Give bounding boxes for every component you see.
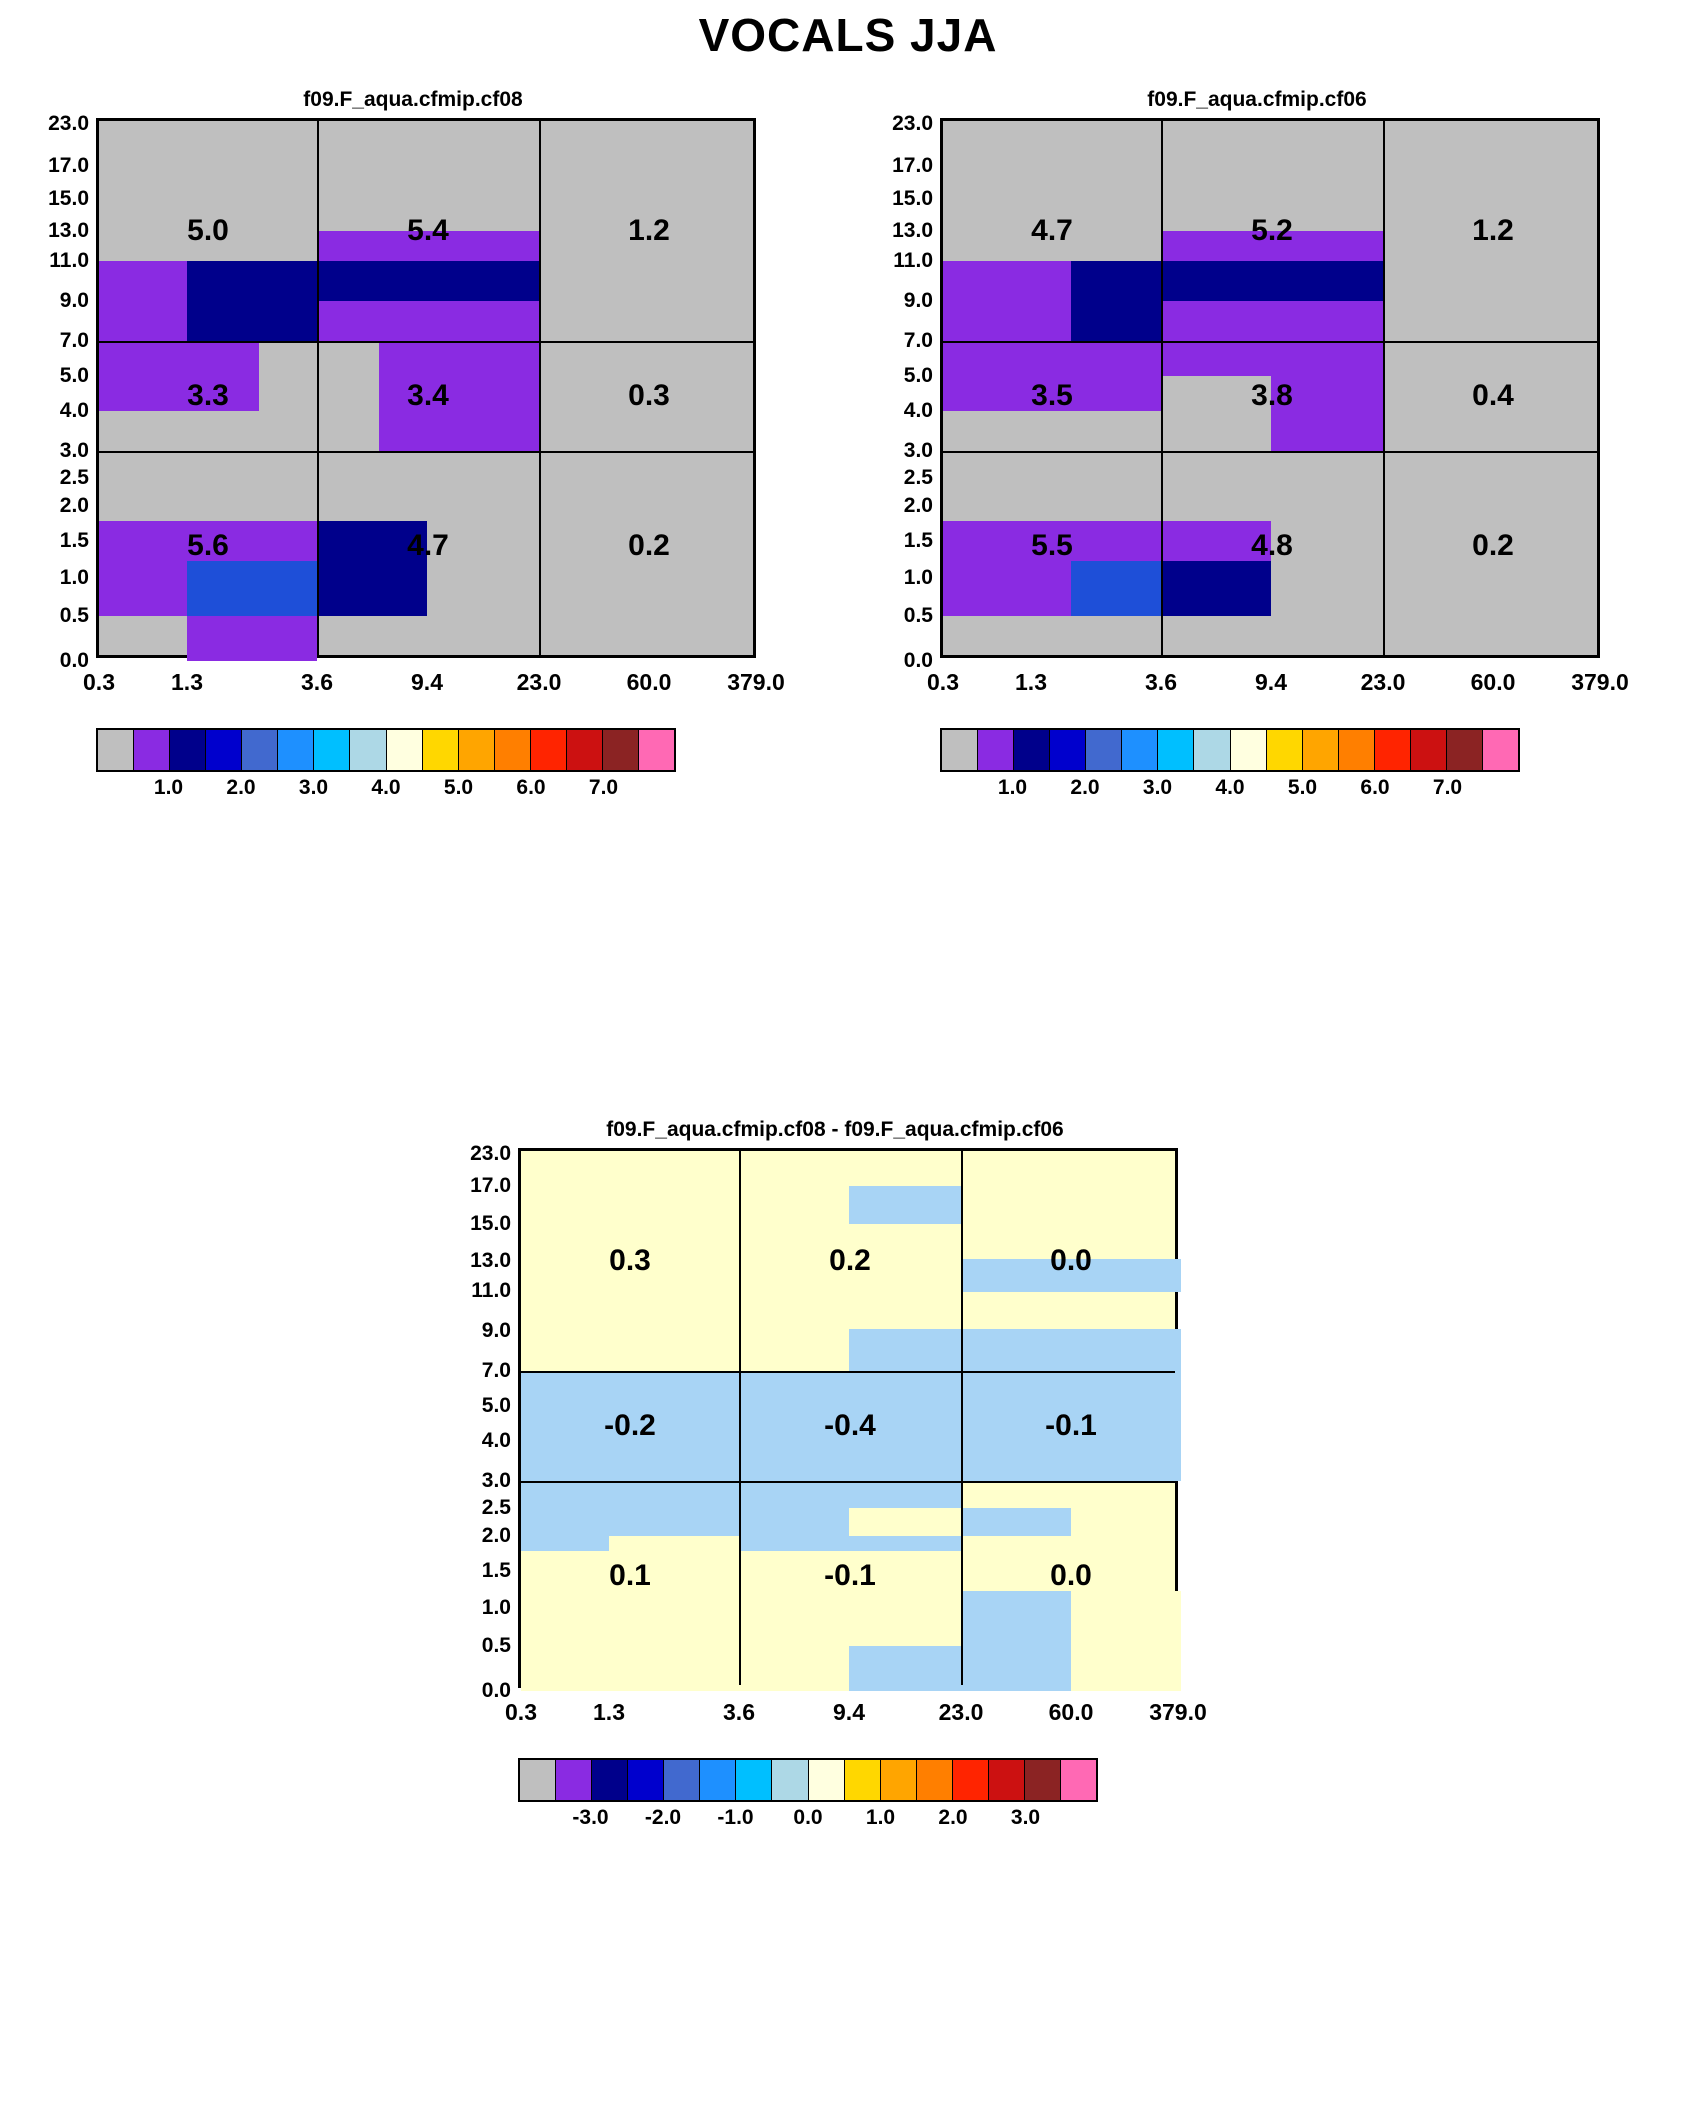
colorbar-segment	[556, 1760, 592, 1800]
y-tick-label: 5.0	[903, 364, 933, 387]
y-tick-label: 0.0	[903, 649, 933, 672]
y-tick-label: 23.0	[470, 1142, 511, 1165]
colorbar-labels	[940, 776, 1520, 810]
y-tick-label: 17.0	[470, 1174, 511, 1197]
x-tick-label: 0.3	[505, 1699, 537, 1725]
colorbar-segment	[809, 1760, 845, 1800]
colorbar-segment	[1158, 730, 1194, 770]
grid-line	[539, 121, 541, 655]
grid-line	[943, 451, 1597, 453]
y-tick-label: 5.0	[59, 364, 89, 387]
cell-value: -0.1	[1045, 1409, 1097, 1442]
x-tick-label: 3.6	[301, 669, 333, 695]
y-tick-label: 2.0	[903, 494, 933, 517]
colorbar-tick: 7.0	[1432, 776, 1463, 799]
colorbar-segment	[206, 730, 242, 770]
x-tick-label: 23.0	[1360, 669, 1406, 695]
y-tick-label: 15.0	[470, 1212, 511, 1235]
colorbar-segment	[1411, 730, 1447, 770]
colorbar-segment	[1194, 730, 1230, 770]
heat-cell	[187, 561, 317, 616]
colorbar-tick: 7.0	[588, 776, 619, 799]
cell-value: -0.2	[604, 1409, 656, 1442]
panel-difference-plot-wrap	[440, 1142, 1230, 1725]
colorbar-strip	[518, 1758, 1098, 1802]
colorbar-strip	[96, 728, 676, 772]
colorbar-segment	[664, 1760, 700, 1800]
cell-value: 4.7	[1031, 214, 1073, 247]
cell-value: 0.1	[609, 1559, 651, 1592]
colorbar-segment	[423, 730, 459, 770]
x-tick-label: 23.0	[938, 1699, 984, 1725]
y-tick-label: 3.0	[481, 1469, 511, 1492]
y-tick-label: 9.0	[59, 289, 89, 312]
y-tick-label: 4.0	[59, 399, 89, 422]
cell-value: 4.7	[407, 529, 449, 562]
colorbar-labels	[96, 776, 676, 810]
y-tick-label: 0.5	[481, 1634, 511, 1657]
colorbar-segment	[845, 1760, 881, 1800]
cell-value: 0.0	[1050, 1244, 1092, 1277]
colorbar-segment	[1025, 1760, 1061, 1800]
colorbar-tick: 0.0	[793, 1806, 823, 1829]
colorbar-segment	[736, 1760, 772, 1800]
cell-value: 0.4	[1472, 379, 1514, 412]
colorbar-segment	[978, 730, 1014, 770]
x-tick-label: 60.0	[626, 669, 672, 695]
heat-cell	[849, 1646, 961, 1691]
colorbar-tick: 2.0	[1070, 776, 1100, 799]
heat-cell	[961, 1591, 1071, 1691]
cell-value: 0.0	[1050, 1559, 1092, 1592]
colorbar-segment	[387, 730, 423, 770]
grid-line	[943, 341, 1597, 343]
heat-cell	[1071, 521, 1161, 561]
heat-cell	[99, 261, 187, 341]
colorbar-tick: 3.0	[298, 776, 329, 799]
y-tick-label: 11.0	[49, 249, 89, 272]
y-tick-label: 1.5	[903, 529, 933, 552]
grid-line	[739, 1151, 741, 1685]
heat-cell	[1161, 341, 1383, 376]
x-tick-label: 23.0	[516, 669, 562, 695]
grid-line	[961, 1151, 963, 1685]
y-tick-label: 2.5	[903, 466, 933, 489]
heat-cell	[379, 341, 539, 451]
panel-cf06-plot-wrap	[862, 112, 1652, 695]
y-tick-label: 2.0	[481, 1524, 511, 1547]
colorbar-segment	[1014, 730, 1050, 770]
colorbar-segment	[1122, 730, 1158, 770]
heat-cell	[99, 521, 187, 616]
colorbar-segment	[567, 730, 603, 770]
colorbar-segment	[459, 730, 495, 770]
y-tick-label: 13.0	[892, 219, 933, 242]
heat-cell	[317, 261, 539, 301]
heat-cell	[849, 1186, 961, 1224]
heat-cell	[1161, 561, 1271, 616]
colorbar-segment	[881, 1760, 917, 1800]
colorbar-tick: -3.0	[572, 1806, 609, 1829]
colorbar-segment	[98, 730, 134, 770]
y-tick-label: 4.0	[903, 399, 933, 422]
heat-cell	[961, 1508, 1071, 1536]
y-tick-label: 2.5	[481, 1496, 511, 1519]
colorbar-tick: -2.0	[644, 1806, 682, 1829]
x-tick-label: 1.3	[593, 1699, 625, 1725]
heat-cell	[1071, 561, 1161, 616]
panel-cf08	[18, 88, 808, 799]
cell-value: -0.1	[824, 1559, 876, 1592]
y-tick-label: 17.0	[48, 154, 89, 177]
cell-value: 1.2	[1472, 214, 1514, 247]
colorbar-segment	[314, 730, 350, 770]
cell-value: -0.4	[824, 1409, 876, 1442]
y-tick-label: 23.0	[892, 112, 933, 135]
colorbar-tick: 2.0	[938, 1806, 968, 1829]
cell-value: 0.3	[609, 1244, 651, 1277]
cell-value: 0.2	[829, 1244, 871, 1277]
cell-value: 4.8	[1251, 529, 1293, 562]
colorbar-labels	[518, 1806, 1098, 1840]
grid-line	[521, 1481, 1175, 1483]
y-tick-label: 13.0	[48, 219, 89, 242]
colorbar-cf06	[940, 728, 1520, 810]
panel-cf08-plot	[48, 112, 785, 695]
panel-cf06-plot	[892, 112, 1629, 695]
colorbar-segment	[1061, 1760, 1096, 1800]
cell-value: 5.0	[187, 214, 229, 247]
x-tick-label: 60.0	[1470, 669, 1516, 695]
heat-cell	[187, 616, 317, 661]
heat-cell	[943, 261, 1071, 341]
colorbar-tick: 5.0	[443, 776, 474, 799]
top-panel-row	[0, 88, 1696, 808]
y-tick-label: 11.0	[893, 249, 933, 272]
x-tick-label: 3.6	[723, 1699, 755, 1725]
colorbar-segment	[242, 730, 278, 770]
y-tick-label: 23.0	[48, 112, 89, 135]
colorbar-segment	[628, 1760, 664, 1800]
heat-cell	[1071, 261, 1161, 341]
colorbar-tick: 4.0	[371, 776, 401, 799]
y-tick-label: 17.0	[892, 154, 933, 177]
x-tick-label: 3.6	[1145, 669, 1177, 695]
colorbar-strip	[940, 728, 1520, 772]
heat-cell	[1071, 1591, 1181, 1691]
panel-cf08-plot-wrap	[18, 112, 808, 695]
panel-difference-plot	[470, 1142, 1207, 1725]
grid-line	[1383, 121, 1385, 655]
panel-difference	[440, 1118, 1230, 1829]
grid-line	[99, 341, 753, 343]
x-tick-label: 379.0	[1149, 1699, 1207, 1725]
y-tick-label: 0.0	[59, 649, 89, 672]
cell-value: 0.2	[628, 529, 670, 562]
colorbar-segment	[772, 1760, 808, 1800]
colorbar-segment	[917, 1760, 953, 1800]
y-tick-label: 13.0	[470, 1249, 511, 1272]
colorbar-segment	[350, 730, 386, 770]
y-tick-label: 0.5	[59, 604, 89, 627]
x-tick-label: 379.0	[727, 669, 785, 695]
y-tick-label: 5.0	[481, 1394, 511, 1417]
y-tick-label: 15.0	[892, 187, 933, 210]
colorbar-tick: 4.0	[1215, 776, 1245, 799]
colorbar-tick: 3.0	[1010, 1806, 1041, 1829]
x-tick-label: 9.4	[411, 669, 443, 695]
heat-cell	[849, 1508, 961, 1536]
y-tick-label: 0.0	[481, 1679, 511, 1702]
y-tick-label: 9.0	[481, 1319, 511, 1342]
heat-cell	[99, 341, 259, 411]
colorbar-segment	[942, 730, 978, 770]
colorbar-segment	[592, 1760, 628, 1800]
panel-cf06-title: f09.F_aqua.cfmip.cf06	[1147, 88, 1367, 111]
y-tick-label: 11.0	[471, 1279, 511, 1302]
y-tick-label: 1.5	[59, 529, 89, 552]
x-tick-label: 1.3	[171, 669, 203, 695]
heat-cell	[849, 1329, 1181, 1371]
y-tick-label: 2.0	[59, 494, 89, 517]
colorbar-segment	[1447, 730, 1483, 770]
cell-value: 0.3	[628, 379, 670, 412]
colorbar-tick: 5.0	[1287, 776, 1318, 799]
cell-value: 3.3	[187, 379, 229, 412]
y-tick-label: 3.0	[903, 439, 933, 462]
colorbar-segment	[170, 730, 206, 770]
colorbar-tick: 3.0	[1142, 776, 1173, 799]
cell-value: 1.2	[628, 214, 670, 247]
y-tick-label: 2.5	[59, 466, 89, 489]
colorbar-cf08	[96, 728, 676, 810]
colorbar-tick: 6.0	[1360, 776, 1390, 799]
colorbar-segment	[1375, 730, 1411, 770]
panel-cf06	[862, 88, 1652, 799]
colorbar-segment	[700, 1760, 736, 1800]
colorbar-segment	[134, 730, 170, 770]
panel-cf08-title: f09.F_aqua.cfmip.cf08	[303, 88, 523, 111]
cell-value: 3.4	[407, 379, 449, 412]
colorbar-tick: 1.0	[865, 1806, 896, 1829]
cell-value: 5.2	[1251, 214, 1293, 247]
colorbar-segment	[531, 730, 567, 770]
y-tick-label: 7.0	[59, 329, 89, 352]
colorbar-tick: 2.0	[226, 776, 256, 799]
heat-cell	[961, 1481, 1071, 1508]
cell-value: 5.5	[1031, 529, 1073, 562]
figure-title: VOCALS JJA	[698, 9, 998, 61]
colorbar-segment	[520, 1760, 556, 1800]
x-tick-label: 60.0	[1048, 1699, 1094, 1725]
heat-cell	[1161, 301, 1383, 341]
y-tick-label: 3.0	[59, 439, 89, 462]
grid-line	[1161, 121, 1163, 655]
x-tick-label: 0.3	[83, 669, 115, 695]
x-tick-label: 1.3	[1015, 669, 1047, 695]
y-tick-label: 0.5	[903, 604, 933, 627]
cell-value: 3.8	[1251, 379, 1293, 412]
cell-value: 0.2	[1472, 529, 1514, 562]
cell-value: 5.4	[407, 214, 449, 247]
colorbar-segment	[989, 1760, 1025, 1800]
colorbar-segment	[603, 730, 639, 770]
colorbar-segment	[1339, 730, 1375, 770]
x-tick-label: 0.3	[927, 669, 959, 695]
grid-line	[317, 121, 319, 655]
x-tick-label: 9.4	[833, 1699, 865, 1725]
y-tick-label: 1.0	[59, 566, 89, 589]
colorbar-tick: 1.0	[153, 776, 184, 799]
colorbar-segment	[639, 730, 674, 770]
colorbar-tick: -1.0	[717, 1806, 754, 1829]
grid-line	[99, 451, 753, 453]
colorbar-difference	[518, 1758, 1098, 1840]
y-tick-label: 9.0	[903, 289, 933, 312]
colorbar-segment	[1483, 730, 1518, 770]
heat-cell	[609, 1536, 739, 1551]
y-tick-label: 4.0	[481, 1429, 511, 1452]
colorbar-segment	[1303, 730, 1339, 770]
grid-line	[521, 1371, 1175, 1373]
panel-difference-title: f09.F_aqua.cfmip.cf08 - f09.F_aqua.cfmip.cf06	[606, 1118, 1064, 1141]
colorbar-segment	[495, 730, 531, 770]
colorbar-segment	[1050, 730, 1086, 770]
colorbar-tick: 1.0	[997, 776, 1028, 799]
heat-cell	[187, 261, 317, 341]
colorbar-segment	[953, 1760, 989, 1800]
y-tick-label: 7.0	[481, 1359, 511, 1382]
cell-value: 5.6	[187, 529, 229, 562]
y-tick-label: 7.0	[903, 329, 933, 352]
colorbar-tick: 6.0	[516, 776, 546, 799]
colorbar-segment	[1267, 730, 1303, 770]
y-tick-label: 1.0	[481, 1596, 511, 1619]
cell-value: 3.5	[1031, 379, 1073, 412]
y-tick-label: 1.0	[903, 566, 933, 589]
colorbar-segment	[1086, 730, 1122, 770]
heat-cell	[317, 301, 539, 341]
colorbar-segment	[278, 730, 314, 770]
y-tick-label: 1.5	[481, 1559, 511, 1582]
colorbar-segment	[1231, 730, 1267, 770]
x-tick-label: 379.0	[1571, 669, 1629, 695]
x-tick-label: 9.4	[1255, 669, 1287, 695]
heat-cell	[1161, 261, 1383, 301]
y-tick-label: 15.0	[48, 187, 89, 210]
